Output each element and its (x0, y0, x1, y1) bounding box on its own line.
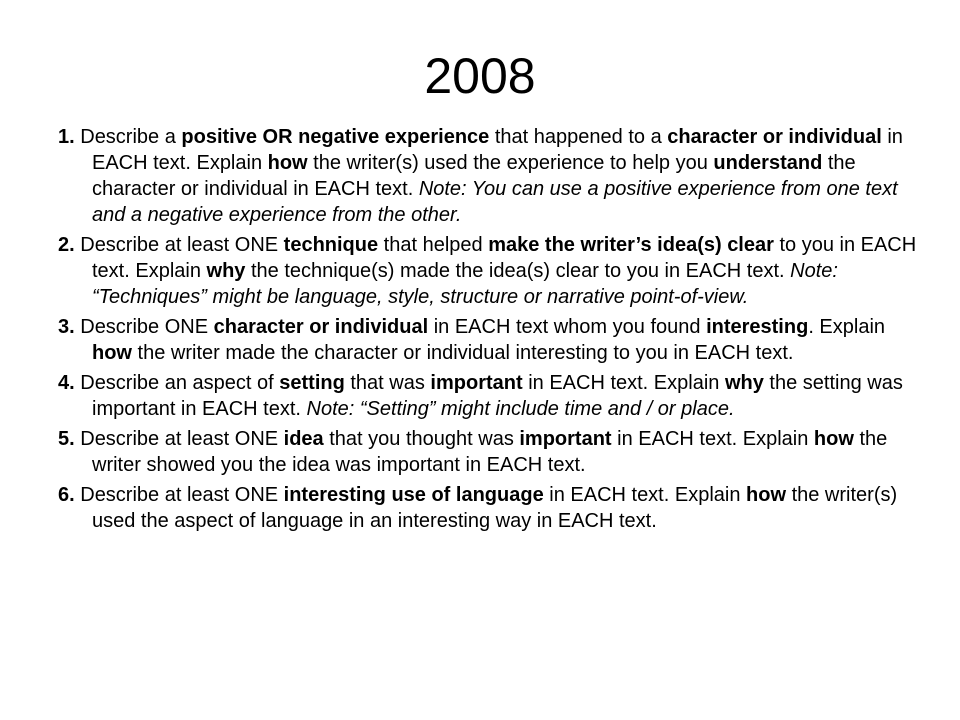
emphasis-text: make the writer’s idea(s) clear (488, 234, 774, 256)
question-2 (58, 232, 918, 310)
question-number: 6. (58, 484, 75, 506)
question-text: the writer(s) used the experience to help you (307, 152, 714, 174)
emphasis-text: technique (283, 234, 379, 256)
question-text: in EACH text. Explain (522, 372, 725, 394)
question-text: the writer showed you the idea was important in EACH text. (92, 428, 888, 476)
question-text: . Explain (808, 316, 886, 338)
emphasis-text: idea (283, 428, 324, 450)
emphasis-text: setting (279, 372, 345, 394)
question-text: in EACH text. Explain (92, 126, 903, 174)
emphasis-text: why (206, 260, 246, 282)
question-number: 3. (58, 316, 75, 338)
question-text: Describe ONE (74, 316, 214, 338)
emphasis-text: character or individual (213, 316, 429, 338)
question-text: Describe an aspect of (74, 372, 280, 394)
question-1 (58, 124, 918, 228)
question-number: 2. (58, 234, 75, 256)
question-text: Describe a (74, 126, 182, 148)
question-text: in EACH text whom you found (428, 316, 707, 338)
question-text: that was (344, 372, 431, 394)
question-text: that happened to a (489, 126, 668, 148)
emphasis-text: interesting (706, 316, 809, 338)
note-text: Note: You can use a positive experience from one text and a negative experience from the other. (92, 178, 898, 226)
question-text: in EACH text. Explain (611, 428, 814, 450)
question-text: that helped (378, 234, 489, 256)
emphasis-text: why (724, 372, 764, 394)
note-text: Note: “Setting” might include time and / or place. (306, 398, 735, 420)
question-text: Describe at least ONE (74, 484, 284, 506)
question-4 (58, 370, 918, 422)
question-6 (58, 482, 918, 534)
question-text: the writer made the character or individual interesting to you in EACH text. (132, 342, 794, 364)
emphasis-text: important (519, 428, 612, 450)
question-5 (58, 426, 918, 478)
emphasis-text: positive OR negative experience (181, 126, 490, 148)
emphasis-text: how (267, 152, 308, 174)
question-text: that you thought was (323, 428, 520, 450)
question-number: 4. (58, 372, 75, 394)
question-text: the setting was important in EACH text. (92, 372, 903, 420)
slide-title: 2008 (424, 48, 536, 104)
question-text: Describe at least ONE (74, 428, 284, 450)
emphasis-text: important (430, 372, 523, 394)
question-text: Describe at least ONE (74, 234, 284, 256)
emphasis-text: how (813, 428, 854, 450)
question-text: in EACH text. Explain (543, 484, 747, 506)
emphasis-text: understand (713, 152, 823, 174)
question-text: to you in EACH text. Explain (92, 234, 917, 282)
question-text: the writer(s) used the aspect of language in an interesting way in EACH text. (92, 484, 898, 532)
emphasis-text: interesting use of language (283, 484, 544, 506)
question-text: the technique(s) made the idea(s) clear to you in EACH text. (245, 260, 791, 282)
emphasis-text: how (92, 342, 132, 364)
emphasis-text: how (746, 484, 787, 506)
question-list (58, 124, 918, 538)
question-number: 5. (58, 428, 75, 450)
emphasis-text: character or individual (667, 126, 882, 148)
question-text: the character or individual in EACH text. (92, 152, 856, 200)
question-number: 1. (58, 126, 75, 148)
question-3 (58, 314, 918, 366)
note-text: Note: “Techniques” might be language, style, structure or narrative point-of-view. (92, 260, 838, 308)
